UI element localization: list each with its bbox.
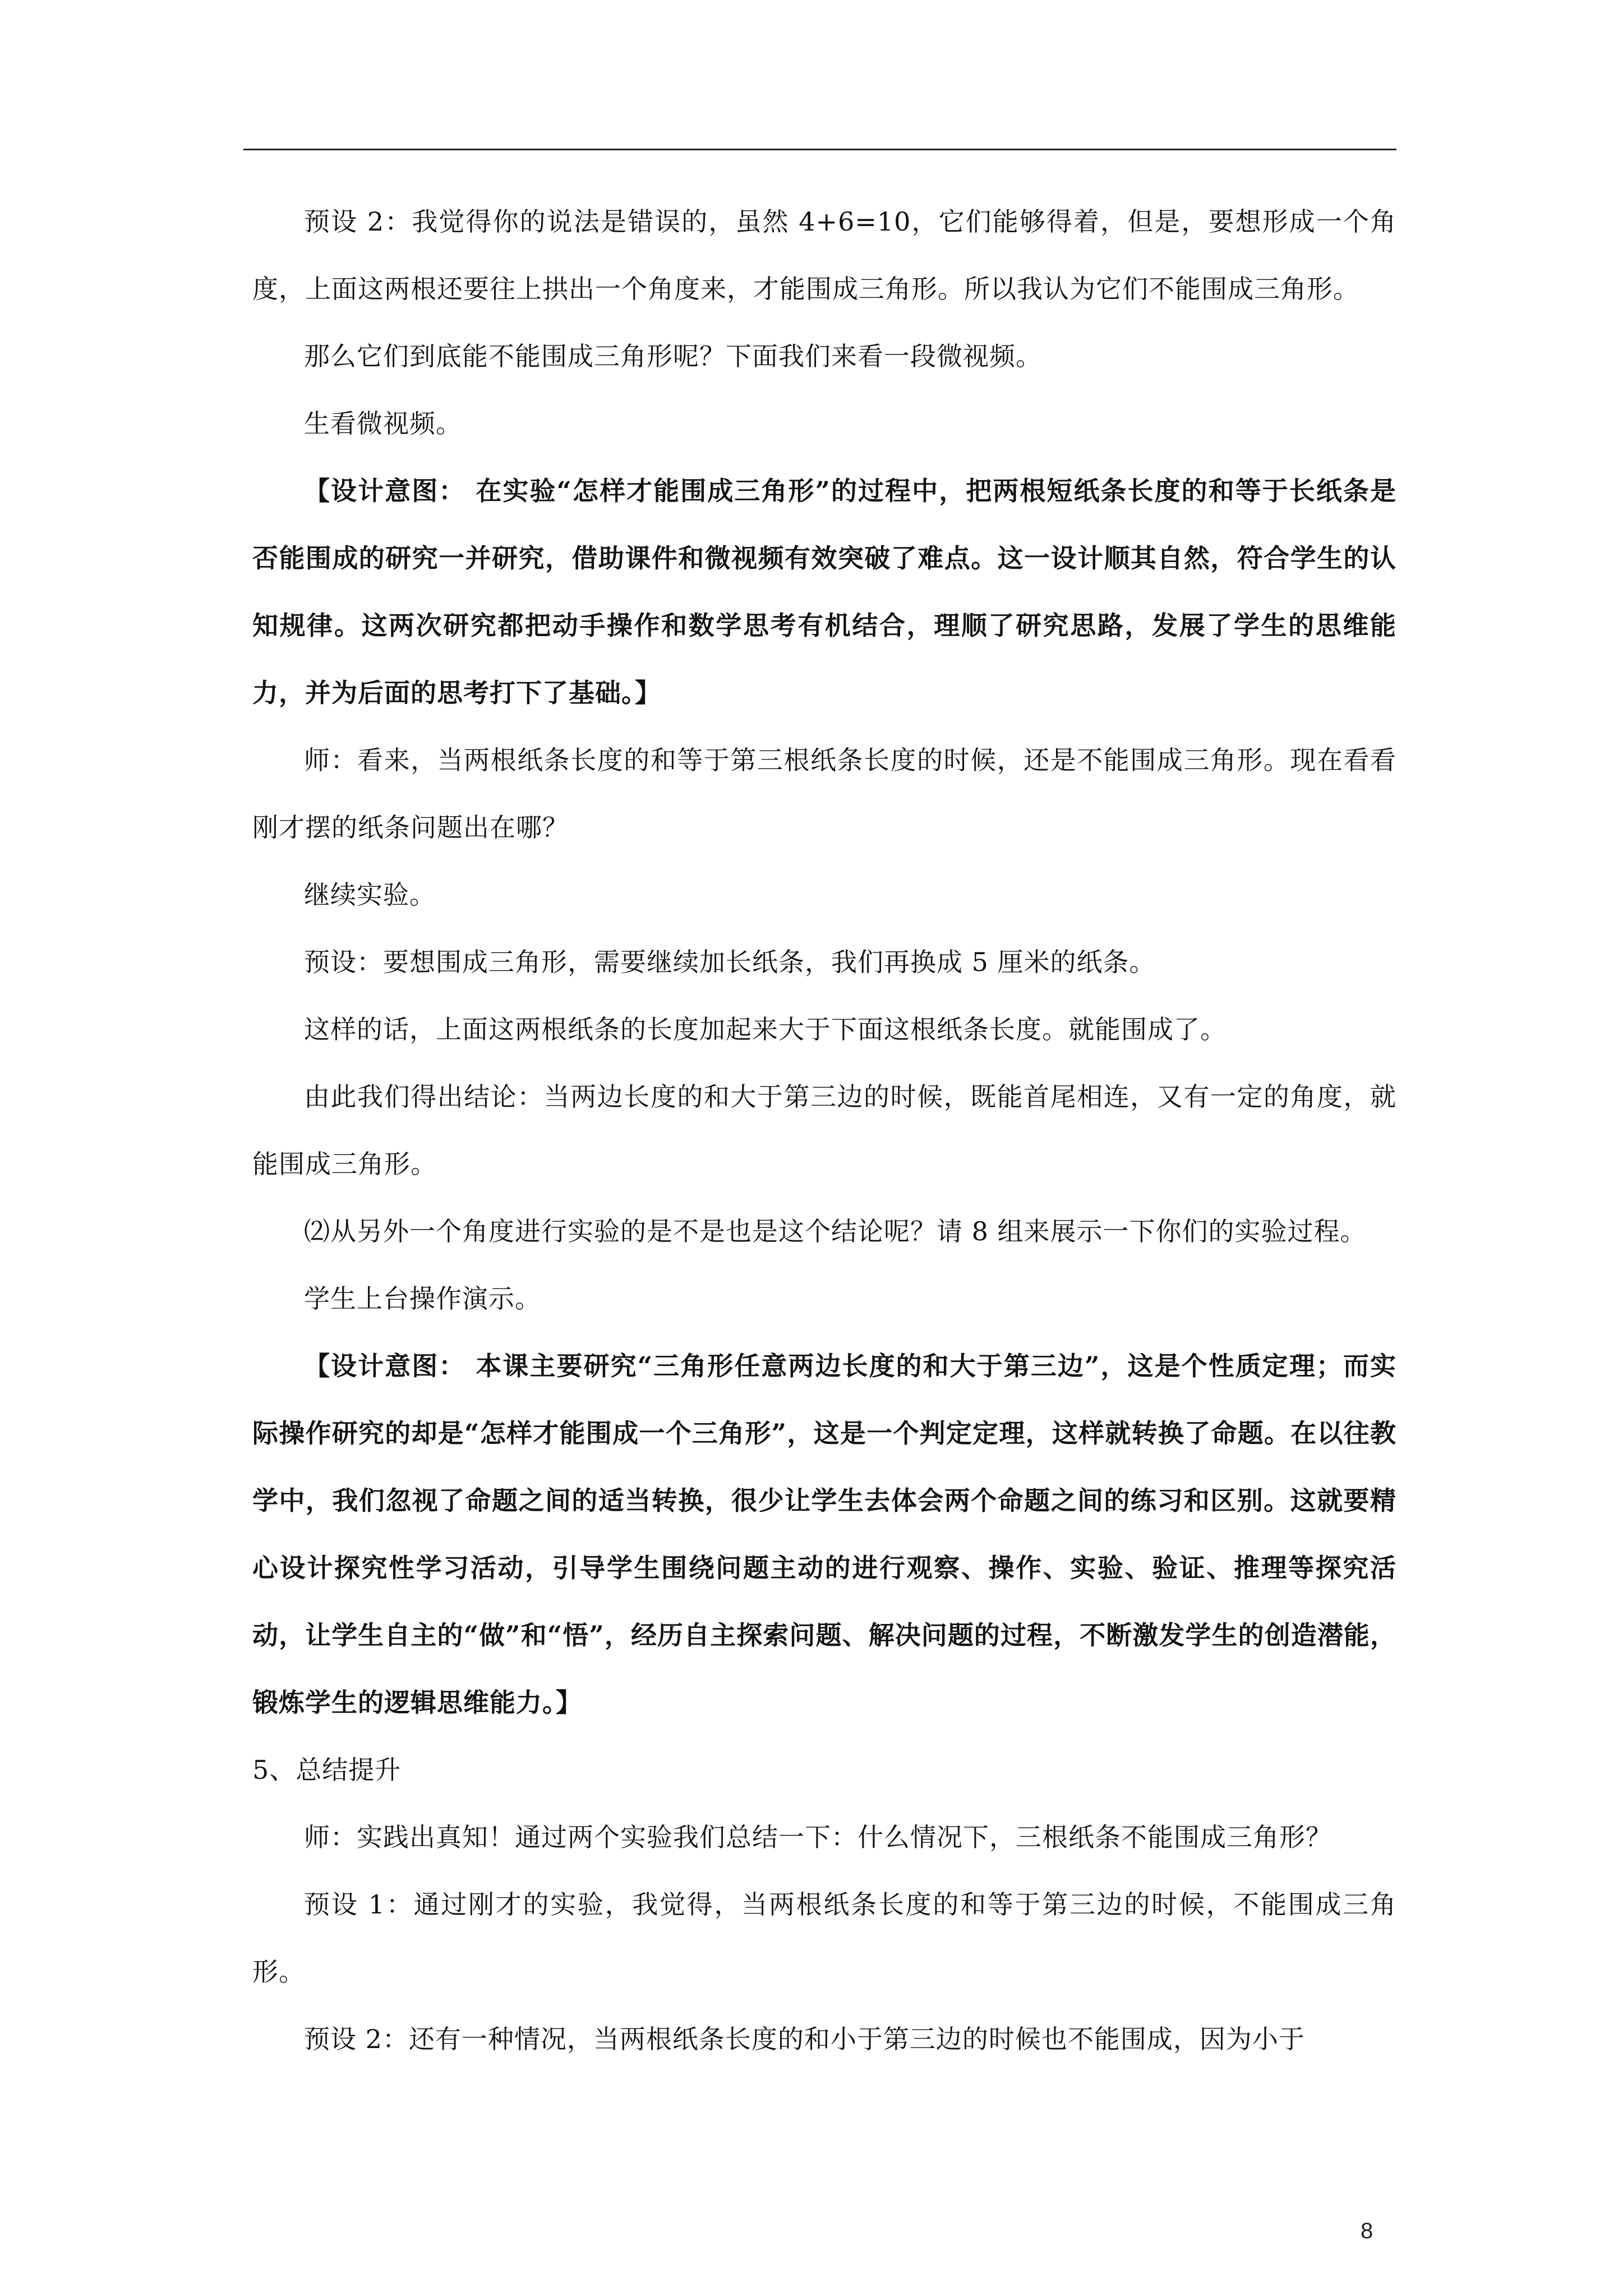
paragraph-preset-5cm: 预设：要想围成三角形，需要继续加长纸条，我们再换成 5 厘米的纸条。 bbox=[304, 947, 1156, 977]
paragraph-preset-2-less: 预设 2：还有一种情况，当两根纸条长度的和小于第三边的时候也不能围成，因为小于 bbox=[304, 2024, 1305, 2054]
paragraph-teacher-observation: 师：看来，当两根纸条长度的和等于第三根纸条长度的时候，还是不能围成三角形。现在看看刚才摆的纸条问题出在哪？ bbox=[252, 745, 1396, 843]
paragraph-conclusion: 由此我们得出结论：当两边长度的和大于第三边的时候，既能首尾相连，又有一定的角度，就能围成三角形。 bbox=[252, 1082, 1396, 1179]
paragraph-teacher-summary: 师：实践出真知！通过两个实验我们总结一下：什么情况下，三根纸条不能围成三角形？ bbox=[304, 1822, 1332, 1852]
paragraph-question-video: 那么它们到底能不能围成三角形呢？下面我们来看一段微视频。 bbox=[304, 341, 1042, 371]
paragraph-another-angle: ⑵从另外一个角度进行实验的是不是也是这个结论呢？请 8 组来展示一下你们的实验过程。 bbox=[304, 1216, 1367, 1246]
paragraph-longer-sum: 这样的话，上面这两根纸条的长度加起来大于下面这根纸条长度。就能围成了。 bbox=[304, 1014, 1227, 1045]
paragraph-watch-video: 生看微视频。 bbox=[304, 408, 462, 439]
paragraph-student-demo: 学生上台操作演示。 bbox=[304, 1283, 541, 1314]
design-intent-2: 【设计意图： 本课主要研究“三角形任意两边长度的和大于第三边”，这是个性质定理；而实际操作研究的却是“怎样才能围成一个三角形”，这是一个判定定理，这样就转换了命题。在以往教学中，我们忽视了命题之间的适当转换，很少让学生去体会两个命题之间的练习和区别。这就要精心设计探究性学习活动，引导学生围绕问题主动的进行观察、操作、实验、验证、推理等探究活动，让学生自主的“做”和“悟”，经历自主探索问题、解决问题的过程，不断激发学生的创造潜能，锻炼学生的逻辑思维能力。】 bbox=[252, 1351, 1396, 1718]
section-heading-summary: 5、总结提升 bbox=[252, 1755, 402, 1785]
paragraph-continue-experiment: 继续实验。 bbox=[304, 880, 436, 910]
design-intent-1: 【设计意图： 在实验“怎样才能围成三角形”的过程中，把两根短纸条长度的和等于长纸条是否能围成的研究一并研究，借助课件和微视频有效突破了难点。这一设计顺其自然，符合学生的认知规律。这两次研究都把动手操作和数学思考有机结合，理顺了研究思路，发展了学生的思维能力，并为后面的思考打下了基础。】 bbox=[252, 476, 1396, 708]
page-number: 8 bbox=[1361, 2219, 1373, 2243]
header-rule bbox=[243, 149, 1396, 150]
paragraph-preset-2: 预设 2：我觉得你的说法是错误的，虽然 4+6=10，它们能够得着，但是，要想形成一个角度，上面这两根还要往上拱出一个角度来，才能围成三角形。所以我认为它们不能围成三角形。 bbox=[252, 206, 1396, 304]
paragraph-preset-1: 预设 1：通过刚才的实验，我觉得，当两根纸条长度的和等于第三边的时候，不能围成三角形。 bbox=[252, 1889, 1396, 1987]
document-body bbox=[252, 188, 1396, 2073]
